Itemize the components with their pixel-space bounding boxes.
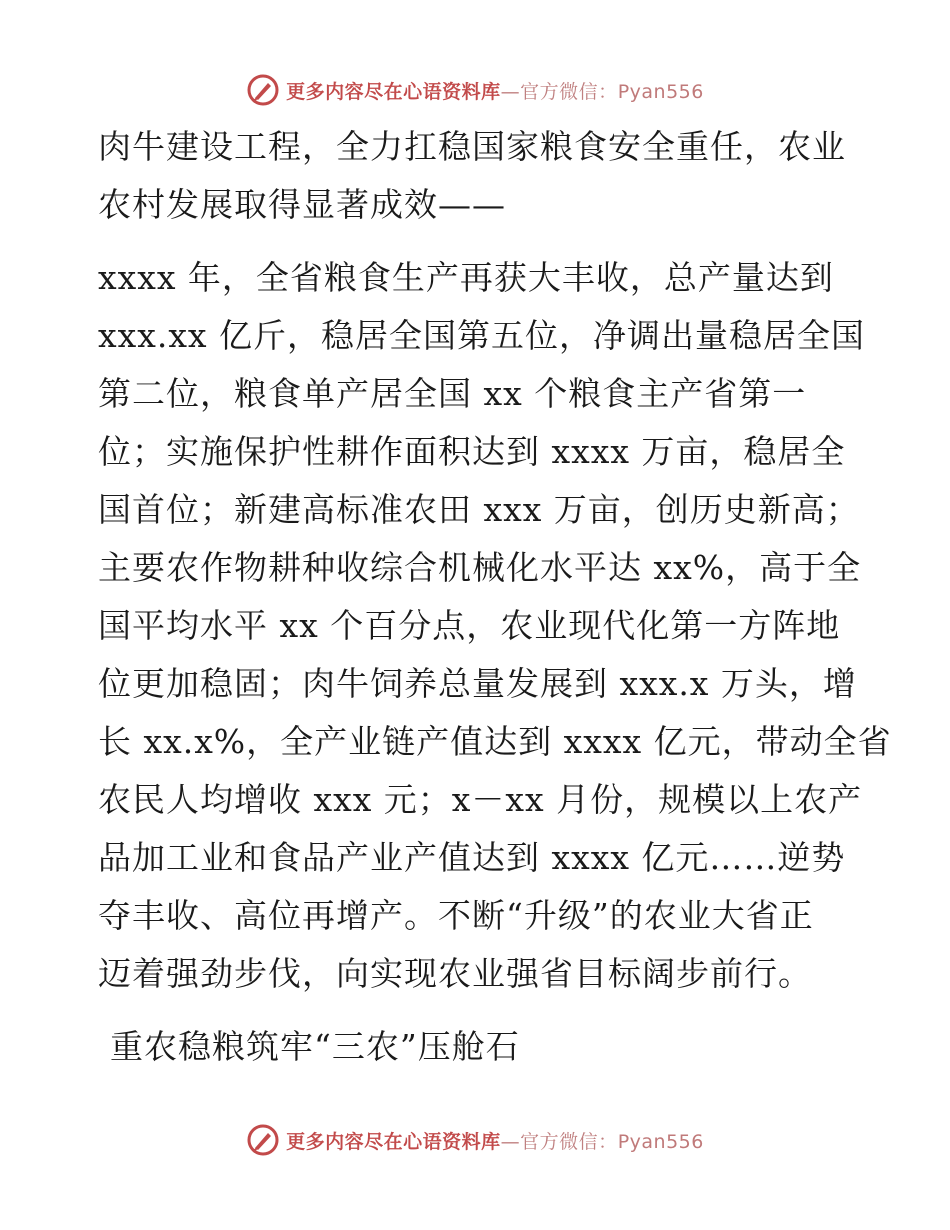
paragraph-2-line: 位更加稳固；肉牛饲养总量发展到 xxx.x 万头，增 bbox=[98, 664, 857, 703]
watermark-separator: — bbox=[500, 1130, 521, 1153]
paragraph-2-line: 第二位，粮食单产居全国 xx 个粮食主产省第一 bbox=[98, 374, 807, 413]
paragraph-2-line: 迈着强劲步伐，向实现农业强省目标阔步前行。 bbox=[98, 954, 812, 993]
watermark-text bbox=[286, 77, 704, 104]
section-heading: 重农稳粮筑牢“三农”压舱石 bbox=[110, 1027, 520, 1066]
paragraph-2-line: xxx.xx 亿斤，稳居全国第五位，净调出量稳居全国 bbox=[98, 316, 866, 355]
watermark-brand: 更多内容尽在心语资料库 bbox=[286, 80, 501, 103]
paragraph-2-line: 品加工业和食品产业产值达到 xxxx 亿元……逆势 bbox=[98, 838, 846, 877]
paragraph-2-line: 长 xx.x%，全产业链产值达到 xxxx 亿元，带动全省 bbox=[98, 722, 892, 761]
watermark-id: Pyan556 bbox=[617, 1130, 704, 1153]
paragraph-1 bbox=[98, 118, 858, 234]
watermark-label: 官方微信： bbox=[520, 1130, 618, 1153]
paragraph-1-line: 农村发展取得显著成效—— bbox=[98, 185, 506, 224]
paragraph-2-line: 农民人均增收 xxx 元；x－xx 月份，规模以上农产 bbox=[98, 780, 863, 819]
paragraph-2 bbox=[98, 249, 892, 1003]
paragraph-2-line: xxxx 年，全省粮食生产再获大丰收，总产量达到 bbox=[98, 258, 834, 297]
paragraph-2-line: 位；实施保护性耕作面积达到 xxxx 万亩，稳居全 bbox=[98, 432, 846, 471]
footer-watermark bbox=[0, 1120, 950, 1160]
watermark-brand: 更多内容尽在心语资料库 bbox=[286, 1130, 501, 1153]
watermark-label: 官方微信： bbox=[520, 80, 618, 103]
watermark-text bbox=[286, 1127, 704, 1154]
paragraph-2-line: 国平均水平 xx 个百分点，农业现代化第一方阵地 bbox=[98, 606, 841, 645]
paragraph-2-line: 夺丰收、高位再增产。不断“升级”的农业大省正 bbox=[98, 896, 814, 935]
watermark-id: Pyan556 bbox=[617, 80, 704, 103]
header-watermark bbox=[0, 70, 950, 110]
paragraph-2-line: 国首位；新建高标准农田 xxx 万亩，创历史新高； bbox=[98, 490, 860, 529]
document-body bbox=[98, 118, 892, 1076]
feather-pen-logo-icon bbox=[246, 73, 280, 107]
feather-pen-logo-icon bbox=[246, 1123, 280, 1157]
paragraph-1-line: 肉牛建设工程，全力扛稳国家粮食安全重任，农业 bbox=[98, 127, 846, 166]
watermark-separator: — bbox=[500, 80, 521, 103]
paragraph-2-line: 主要农作物耕种收综合机械化水平达 xx%，高于全 bbox=[98, 548, 862, 587]
